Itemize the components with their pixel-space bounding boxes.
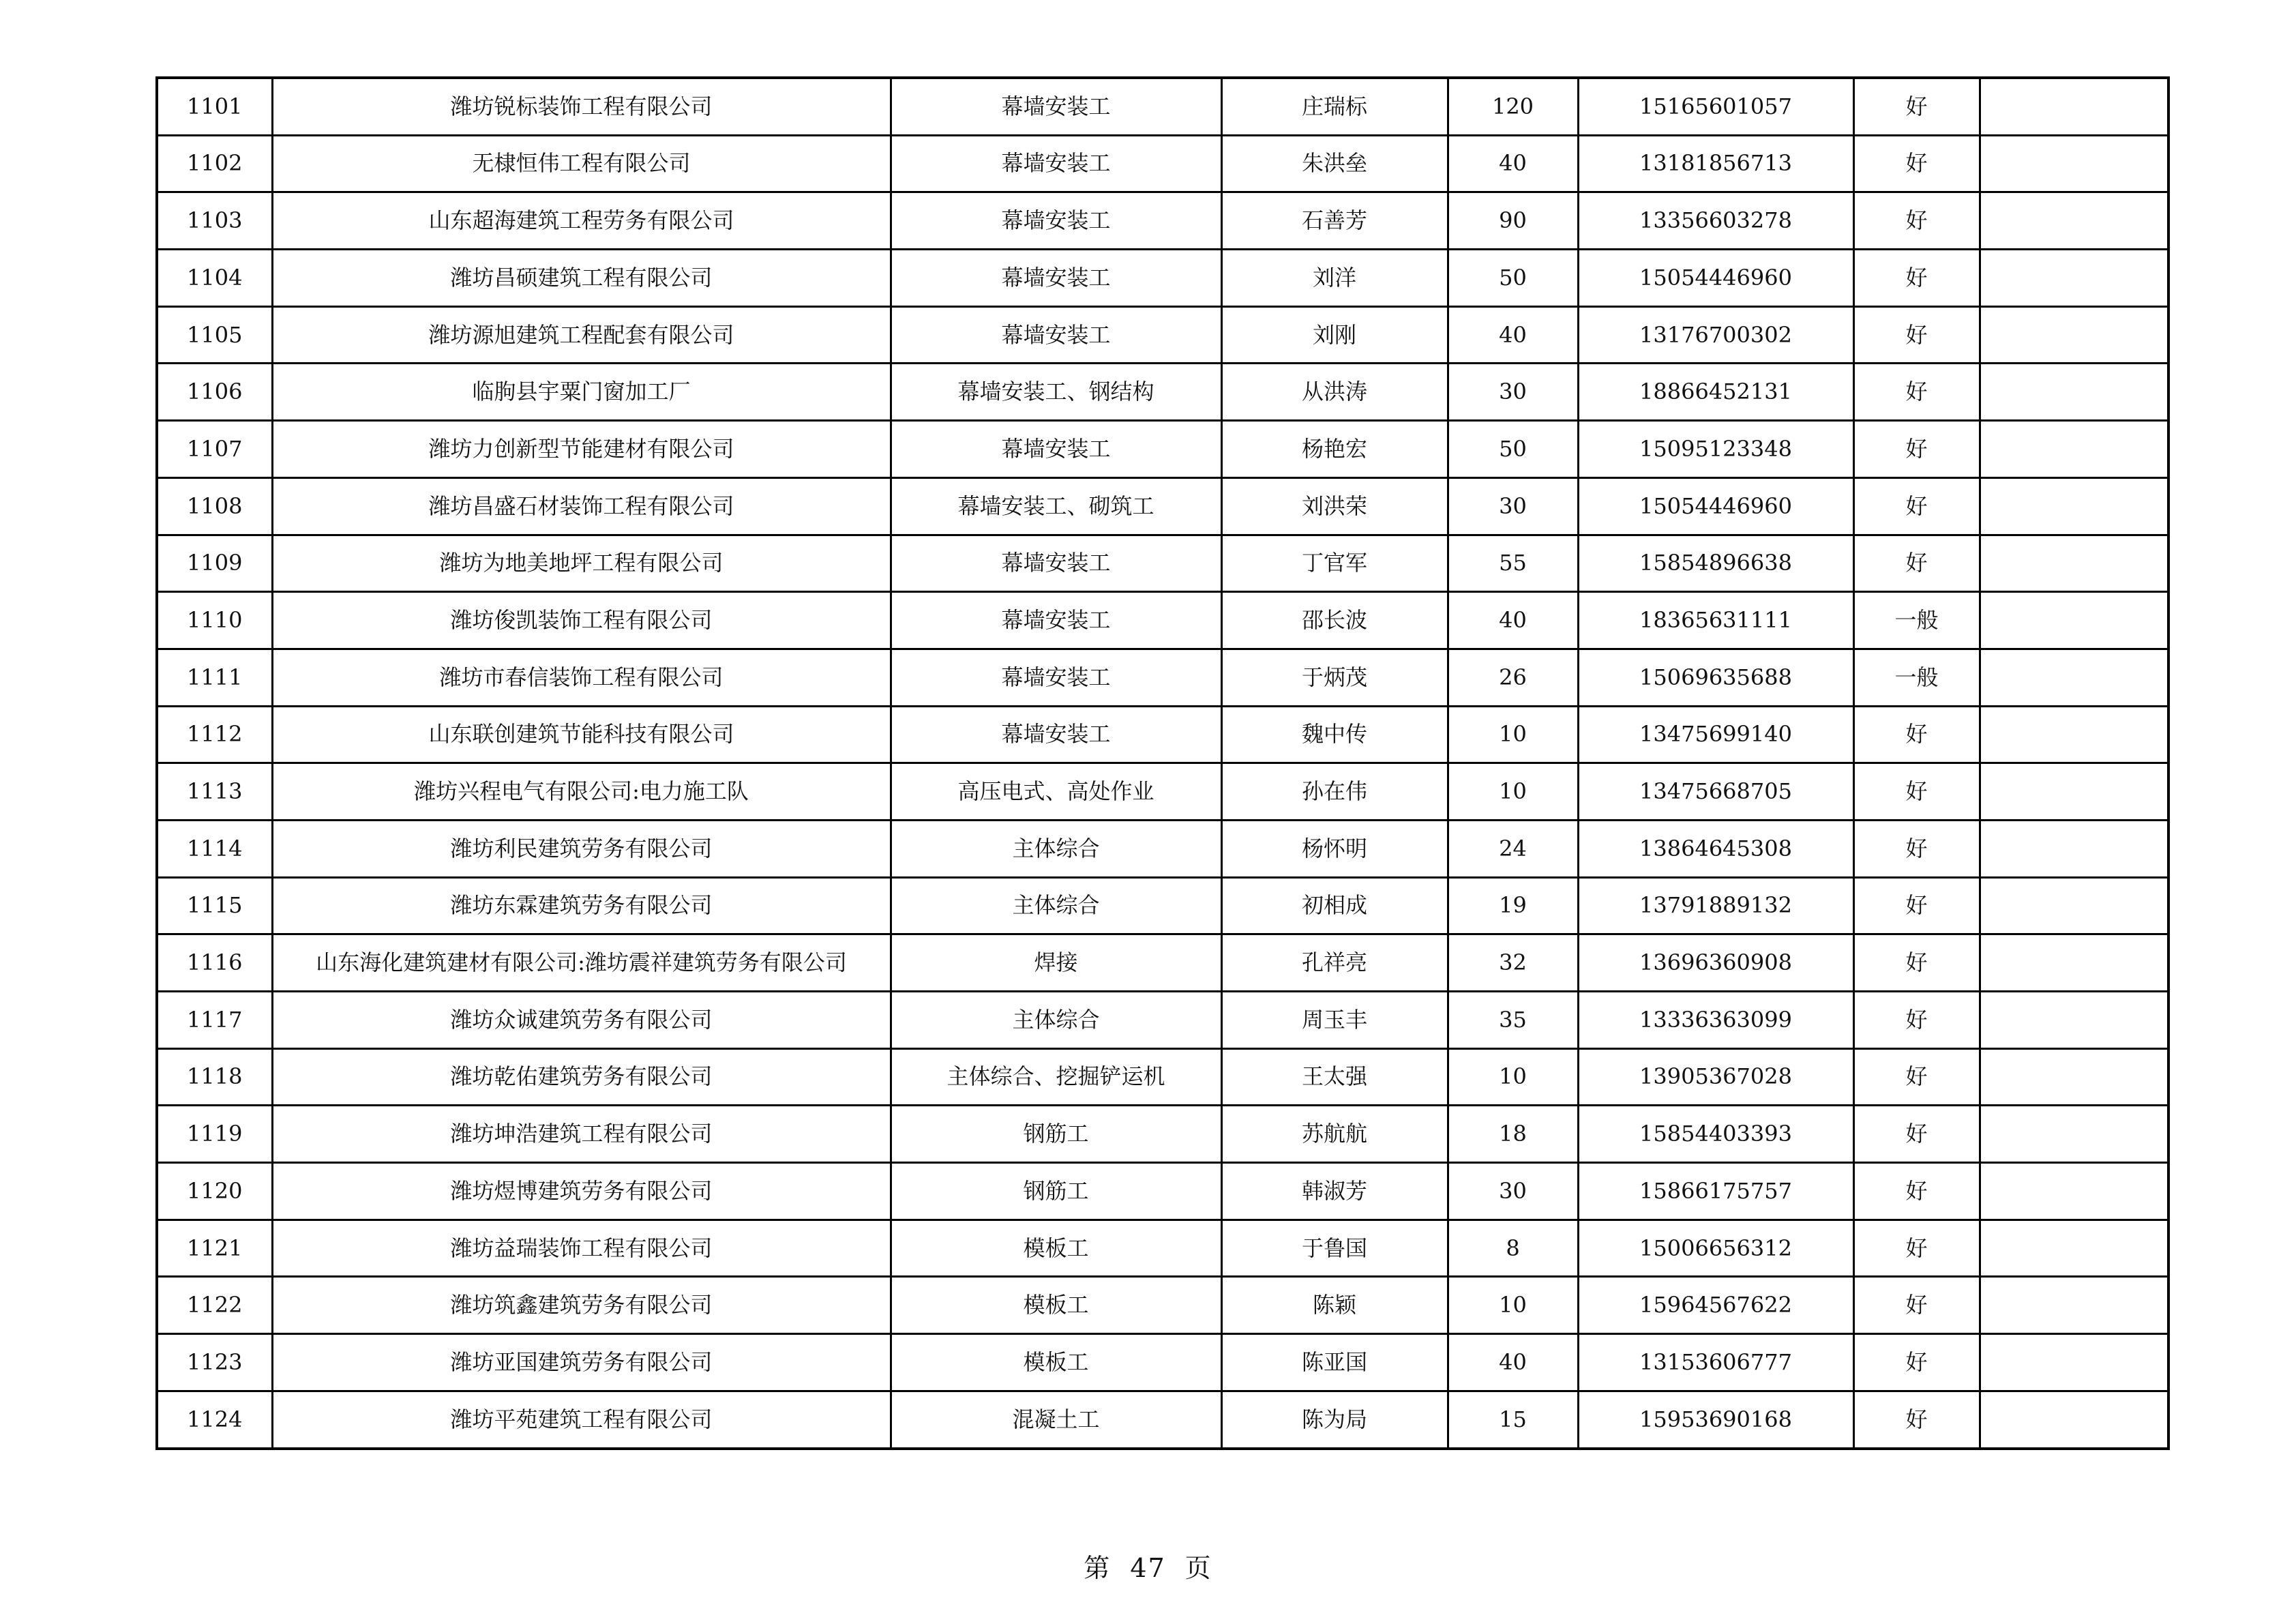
worker-count-cell: 10 <box>1448 1277 1578 1334</box>
trade-cell: 模板工 <box>891 1334 1221 1391</box>
worker-count-cell: 30 <box>1448 477 1578 535</box>
company-name-cell: 临朐县宇粟门窗加工厂 <box>272 364 891 421</box>
table-row <box>157 592 2168 649</box>
trade-cell: 主体综合 <box>891 877 1221 934</box>
row-number-cell: 1107 <box>157 421 272 478</box>
row-number-cell: 1113 <box>157 763 272 821</box>
company-name-cell: 潍坊乾佑建筑劳务有限公司 <box>272 1048 891 1106</box>
remark-cell <box>1980 820 2168 877</box>
phone-cell: 15165601057 <box>1578 78 1853 135</box>
contact-person-cell: 陈颖 <box>1221 1277 1448 1334</box>
worker-count-cell: 10 <box>1448 1048 1578 1106</box>
contact-person-cell: 杨怀明 <box>1221 820 1448 877</box>
trade-cell: 模板工 <box>891 1277 1221 1334</box>
remark-cell <box>1980 306 2168 364</box>
row-number-cell: 1115 <box>157 877 272 934</box>
phone-cell: 13864645308 <box>1578 820 1853 877</box>
trade-cell: 主体综合 <box>891 992 1221 1049</box>
trade-cell: 幕墙安装工、钢结构 <box>891 364 1221 421</box>
table-row <box>157 306 2168 364</box>
rating-cell: 好 <box>1853 192 1980 250</box>
company-name-cell: 无棣恒伟工程有限公司 <box>272 135 891 192</box>
company-name-cell: 潍坊昌盛石材装饰工程有限公司 <box>272 477 891 535</box>
trade-cell: 模板工 <box>891 1220 1221 1277</box>
table-row <box>157 1048 2168 1106</box>
table-row <box>157 1391 2168 1448</box>
contact-person-cell: 庄瑞标 <box>1221 78 1448 135</box>
row-number-cell: 1124 <box>157 1391 272 1448</box>
trade-cell: 高压电式、高处作业 <box>891 763 1221 821</box>
row-number-cell: 1101 <box>157 78 272 135</box>
phone-cell: 13181856713 <box>1578 135 1853 192</box>
trade-cell: 混凝土工 <box>891 1391 1221 1448</box>
remark-cell <box>1980 1334 2168 1391</box>
remark-cell <box>1980 364 2168 421</box>
phone-cell: 15054446960 <box>1578 477 1853 535</box>
table-row <box>157 364 2168 421</box>
row-number-cell: 1123 <box>157 1334 272 1391</box>
trade-cell: 幕墙安装工 <box>891 250 1221 307</box>
row-number-cell: 1119 <box>157 1106 272 1163</box>
contact-person-cell: 杨艳宏 <box>1221 421 1448 478</box>
rating-cell: 好 <box>1853 1391 1980 1448</box>
row-number-cell: 1112 <box>157 706 272 763</box>
worker-count-cell: 8 <box>1448 1220 1578 1277</box>
remark-cell <box>1980 763 2168 821</box>
contact-person-cell: 丁官军 <box>1221 535 1448 592</box>
worker-count-cell: 55 <box>1448 535 1578 592</box>
trade-cell: 幕墙安装工 <box>891 78 1221 135</box>
table-row <box>157 250 2168 307</box>
company-name-cell: 潍坊东霖建筑劳务有限公司 <box>272 877 891 934</box>
row-number-cell: 1110 <box>157 592 272 649</box>
company-name-cell: 潍坊众诚建筑劳务有限公司 <box>272 992 891 1049</box>
remark-cell <box>1980 192 2168 250</box>
rating-cell: 好 <box>1853 535 1980 592</box>
phone-cell: 13475668705 <box>1578 763 1853 821</box>
remark-cell <box>1980 135 2168 192</box>
trade-cell: 主体综合 <box>891 820 1221 877</box>
row-number-cell: 1121 <box>157 1220 272 1277</box>
rating-cell: 好 <box>1853 763 1980 821</box>
table-row <box>157 421 2168 478</box>
trade-cell: 钢筋工 <box>891 1163 1221 1220</box>
rating-cell: 好 <box>1853 706 1980 763</box>
phone-cell: 15095123348 <box>1578 421 1853 478</box>
remark-cell <box>1980 78 2168 135</box>
row-number-cell: 1122 <box>157 1277 272 1334</box>
table-row <box>157 763 2168 821</box>
table-row <box>157 1334 2168 1391</box>
remark-cell <box>1980 706 2168 763</box>
page-suffix: 页 <box>1184 1553 1212 1583</box>
contact-person-cell: 孙在伟 <box>1221 763 1448 821</box>
phone-cell: 13356603278 <box>1578 192 1853 250</box>
table-row <box>157 535 2168 592</box>
contact-person-cell: 刘刚 <box>1221 306 1448 364</box>
remark-cell <box>1980 1048 2168 1106</box>
contact-person-cell: 陈亚国 <box>1221 1334 1448 1391</box>
contact-person-cell: 初相成 <box>1221 877 1448 934</box>
rating-cell: 好 <box>1853 1334 1980 1391</box>
company-name-cell: 山东海化建筑建材有限公司:潍坊震祥建筑劳务有限公司 <box>272 934 891 992</box>
row-number-cell: 1106 <box>157 364 272 421</box>
contact-person-cell: 王太强 <box>1221 1048 1448 1106</box>
trade-cell: 幕墙安装工 <box>891 592 1221 649</box>
trade-cell: 幕墙安装工 <box>891 649 1221 706</box>
rating-cell: 好 <box>1853 934 1980 992</box>
company-name-cell: 潍坊煜博建筑劳务有限公司 <box>272 1163 891 1220</box>
phone-cell: 18365631111 <box>1578 592 1853 649</box>
remark-cell <box>1980 1391 2168 1448</box>
page-prefix: 第 <box>1084 1553 1112 1583</box>
worker-count-cell: 30 <box>1448 1163 1578 1220</box>
rating-cell: 好 <box>1853 1220 1980 1277</box>
page-footer <box>0 1547 2296 1584</box>
phone-cell: 15854896638 <box>1578 535 1853 592</box>
worker-count-cell: 90 <box>1448 192 1578 250</box>
contact-person-cell: 周玉丰 <box>1221 992 1448 1049</box>
contact-person-cell: 刘洪荣 <box>1221 477 1448 535</box>
rating-cell: 好 <box>1853 250 1980 307</box>
table-row <box>157 78 2168 135</box>
worker-count-cell: 18 <box>1448 1106 1578 1163</box>
remark-cell <box>1980 535 2168 592</box>
company-name-cell: 潍坊俊凯装饰工程有限公司 <box>272 592 891 649</box>
table-row <box>157 877 2168 934</box>
trade-cell: 焊接 <box>891 934 1221 992</box>
row-number-cell: 1108 <box>157 477 272 535</box>
phone-cell: 15964567622 <box>1578 1277 1853 1334</box>
rating-cell: 好 <box>1853 1106 1980 1163</box>
company-name-cell: 潍坊利民建筑劳务有限公司 <box>272 820 891 877</box>
trade-cell: 幕墙安装工 <box>891 135 1221 192</box>
remark-cell <box>1980 477 2168 535</box>
company-name-cell: 潍坊坤浩建筑工程有限公司 <box>272 1106 891 1163</box>
trade-cell: 幕墙安装工 <box>891 192 1221 250</box>
table-body <box>157 78 2168 1449</box>
contact-person-cell: 苏航航 <box>1221 1106 1448 1163</box>
worker-count-cell: 50 <box>1448 421 1578 478</box>
contact-person-cell: 石善芳 <box>1221 192 1448 250</box>
contact-person-cell: 韩淑芳 <box>1221 1163 1448 1220</box>
table-row <box>157 820 2168 877</box>
contact-person-cell: 刘洋 <box>1221 250 1448 307</box>
phone-cell: 13475699140 <box>1578 706 1853 763</box>
phone-cell: 13176700302 <box>1578 306 1853 364</box>
contact-person-cell: 朱洪垒 <box>1221 135 1448 192</box>
worker-count-cell: 30 <box>1448 364 1578 421</box>
phone-cell: 15054446960 <box>1578 250 1853 307</box>
row-number-cell: 1102 <box>157 135 272 192</box>
rating-cell: 好 <box>1853 421 1980 478</box>
phone-cell: 15953690168 <box>1578 1391 1853 1448</box>
phone-cell: 15069635688 <box>1578 649 1853 706</box>
phone-cell: 13153606777 <box>1578 1334 1853 1391</box>
contact-person-cell: 孔祥亮 <box>1221 934 1448 992</box>
company-name-cell: 潍坊平苑建筑工程有限公司 <box>272 1391 891 1448</box>
phone-cell: 13791889132 <box>1578 877 1853 934</box>
row-number-cell: 1120 <box>157 1163 272 1220</box>
contact-person-cell: 于炳茂 <box>1221 649 1448 706</box>
row-number-cell: 1116 <box>157 934 272 992</box>
phone-cell: 13696360908 <box>1578 934 1853 992</box>
remark-cell <box>1980 992 2168 1049</box>
company-name-cell: 潍坊锐标装饰工程有限公司 <box>272 78 891 135</box>
worker-count-cell: 19 <box>1448 877 1578 934</box>
rating-cell: 好 <box>1853 877 1980 934</box>
row-number-cell: 1103 <box>157 192 272 250</box>
remark-cell <box>1980 1106 2168 1163</box>
contact-person-cell: 于鲁国 <box>1221 1220 1448 1277</box>
worker-count-cell: 10 <box>1448 706 1578 763</box>
table-row <box>157 649 2168 706</box>
rating-cell: 好 <box>1853 1163 1980 1220</box>
company-name-cell: 潍坊兴程电气有限公司:电力施工队 <box>272 763 891 821</box>
worker-count-cell: 40 <box>1448 135 1578 192</box>
phone-cell: 13336363099 <box>1578 992 1853 1049</box>
company-name-cell: 潍坊筑鑫建筑劳务有限公司 <box>272 1277 891 1334</box>
phone-cell: 15006656312 <box>1578 1220 1853 1277</box>
row-number-cell: 1105 <box>157 306 272 364</box>
worker-count-cell: 15 <box>1448 1391 1578 1448</box>
row-number-cell: 1109 <box>157 535 272 592</box>
rating-cell: 好 <box>1853 1277 1980 1334</box>
table-row <box>157 706 2168 763</box>
rating-cell: 一般 <box>1853 592 1980 649</box>
company-name-cell: 潍坊为地美地坪工程有限公司 <box>272 535 891 592</box>
company-name-cell: 潍坊力创新型节能建材有限公司 <box>272 421 891 478</box>
contact-person-cell: 从洪涛 <box>1221 364 1448 421</box>
trade-cell: 幕墙安装工、砌筑工 <box>891 477 1221 535</box>
remark-cell <box>1980 1220 2168 1277</box>
rating-cell: 一般 <box>1853 649 1980 706</box>
rating-cell: 好 <box>1853 78 1980 135</box>
company-name-cell: 潍坊市春信装饰工程有限公司 <box>272 649 891 706</box>
worker-count-cell: 26 <box>1448 649 1578 706</box>
row-number-cell: 1118 <box>157 1048 272 1106</box>
remark-cell <box>1980 1163 2168 1220</box>
contact-person-cell: 邵长波 <box>1221 592 1448 649</box>
remark-cell <box>1980 1277 2168 1334</box>
rating-cell: 好 <box>1853 992 1980 1049</box>
trade-cell: 幕墙安装工 <box>891 421 1221 478</box>
trade-cell: 主体综合、挖掘铲运机 <box>891 1048 1221 1106</box>
worker-count-cell: 120 <box>1448 78 1578 135</box>
table-row <box>157 477 2168 535</box>
phone-cell: 13905367028 <box>1578 1048 1853 1106</box>
table-row <box>157 192 2168 250</box>
contact-person-cell: 魏中传 <box>1221 706 1448 763</box>
trade-cell: 钢筋工 <box>891 1106 1221 1163</box>
table-row <box>157 1163 2168 1220</box>
row-number-cell: 1114 <box>157 820 272 877</box>
table-row <box>157 1277 2168 1334</box>
row-number-cell: 1117 <box>157 992 272 1049</box>
rating-cell: 好 <box>1853 1048 1980 1106</box>
table-row <box>157 135 2168 192</box>
phone-cell: 18866452131 <box>1578 364 1853 421</box>
row-number-cell: 1111 <box>157 649 272 706</box>
worker-count-cell: 32 <box>1448 934 1578 992</box>
table-row <box>157 934 2168 992</box>
rating-cell: 好 <box>1853 820 1980 877</box>
contact-person-cell: 陈为局 <box>1221 1391 1448 1448</box>
phone-cell: 15866175757 <box>1578 1163 1853 1220</box>
remark-cell <box>1980 877 2168 934</box>
row-number-cell: 1104 <box>157 250 272 307</box>
remark-cell <box>1980 649 2168 706</box>
company-name-cell: 山东联创建筑节能科技有限公司 <box>272 706 891 763</box>
trade-cell: 幕墙安装工 <box>891 535 1221 592</box>
remark-cell <box>1980 421 2168 478</box>
table-row <box>157 1106 2168 1163</box>
worker-count-cell: 35 <box>1448 992 1578 1049</box>
worker-count-cell: 40 <box>1448 592 1578 649</box>
company-name-cell: 潍坊源旭建筑工程配套有限公司 <box>272 306 891 364</box>
rating-cell: 好 <box>1853 135 1980 192</box>
page-number: 47 <box>1130 1553 1166 1583</box>
worker-count-cell: 10 <box>1448 763 1578 821</box>
table-row <box>157 1220 2168 1277</box>
rating-cell: 好 <box>1853 477 1980 535</box>
contractor-table <box>155 76 2170 1450</box>
trade-cell: 幕墙安装工 <box>891 306 1221 364</box>
table-row <box>157 992 2168 1049</box>
remark-cell <box>1980 250 2168 307</box>
rating-cell: 好 <box>1853 364 1980 421</box>
worker-count-cell: 40 <box>1448 306 1578 364</box>
worker-count-cell: 24 <box>1448 820 1578 877</box>
remark-cell <box>1980 592 2168 649</box>
phone-cell: 15854403393 <box>1578 1106 1853 1163</box>
company-name-cell: 山东超海建筑工程劳务有限公司 <box>272 192 891 250</box>
remark-cell <box>1980 934 2168 992</box>
rating-cell: 好 <box>1853 306 1980 364</box>
company-name-cell: 潍坊昌硕建筑工程有限公司 <box>272 250 891 307</box>
company-name-cell: 潍坊亚国建筑劳务有限公司 <box>272 1334 891 1391</box>
worker-count-cell: 50 <box>1448 250 1578 307</box>
worker-count-cell: 40 <box>1448 1334 1578 1391</box>
company-name-cell: 潍坊益瑞装饰工程有限公司 <box>272 1220 891 1277</box>
trade-cell: 幕墙安装工 <box>891 706 1221 763</box>
